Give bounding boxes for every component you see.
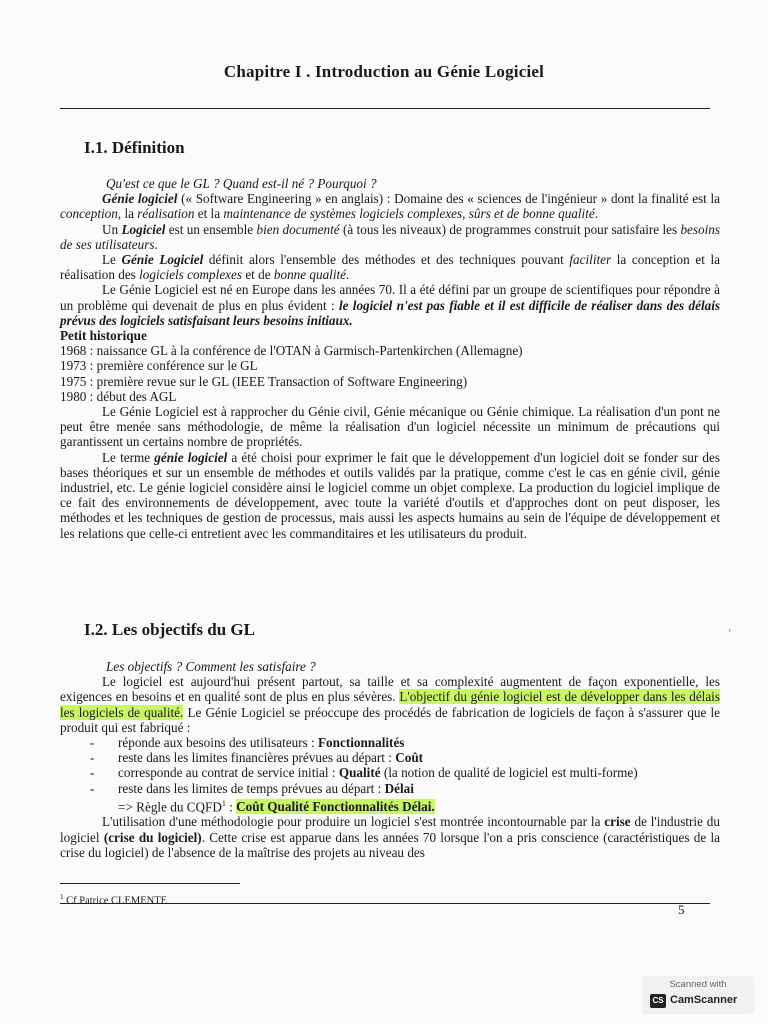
- highlighted-text: L'objectif du génie logiciel est de développer dans les délais les logiciels de qualité.: [60, 689, 720, 720]
- list-item: - reste dans les limites de temps prévues au départ : Délai: [90, 781, 720, 796]
- section-objectives-body: [60, 659, 720, 860]
- history-title: Petit historique: [60, 328, 147, 344]
- scan-mark-icon: ›: [728, 625, 732, 636]
- section-question: Qu'est ce que le GL ? Quand est-il né ? Pourquoi ?: [106, 176, 377, 191]
- paragraph: L'utilisation d'une méthodologie pour produire un logiciel s'est montrée incontournable par la crise de l'industrie du logiciel (crise du logiciel). Cette crise est apparue dans les années 70 lorsque l'on a pris conscience (caractéristiques de la crise du logiciel) de l'absence de la maîtrise des projets au niveau des: [60, 814, 720, 860]
- paragraph: Le Génie Logiciel est à rapprocher du Génie civil, Génie mécanique ou Génie chimique. La réalisation d'un pont ne peut être menée sans méthodologie, de même la réalisation d'un logiciel nécessite un minimum de précautions qui garantissent un certains nombre de propriétés.: [60, 404, 720, 450]
- history-item: 1975 : première revue sur le GL (IEEE Transaction of Software Engineering): [60, 373, 468, 389]
- watermark-name: CamScanner: [670, 994, 738, 1006]
- cqfd-rule: => Règle du CQFD$^1$ : Coût Qualité Fonctionnalités Délai.: [118, 798, 435, 815]
- highlighted-text: Coût Qualité Fonctionnalités Délai.: [236, 799, 435, 815]
- paragraph: Un Logiciel est un ensemble bien documenté (à tous les niveaux) de programmes construit pour satisfaire les besoins de ses utilisateurs.: [60, 221, 721, 252]
- paragraph: Le terme génie logiciel a été choisi pour exprimer le fait que le développement d'un logiciel doit se fonder sur des bases théoriques et sur un ensemble de méthodes et outils validés par la pratique, comme c'est le cas en génie civil, génie industriel, etc. Le génie logiciel considère ainsi le logiciel comme un objet complexe. La production du logiciel implique de ce fait des environnements de développement, avec toute la variété d'outils et d'approches dont on peut disposer, les méthodes et les techniques de gestion de processus, mais aussi les aspects humains au sein de l'équipe de développement et les relations que celle-ci entretient avec les commanditaires et les utilisateurs du produit.: [60, 449, 720, 541]
- camscanner-watermark: [642, 976, 754, 1014]
- footnote: $^1$ Cf Patrice CLEMENTE: [60, 893, 168, 907]
- section-heading-objectives: I.2. Les objectifs du GL: [84, 620, 255, 639]
- title-divider: [60, 108, 710, 109]
- section-question: Les objectifs ? Comment les satisfaire ?: [106, 659, 316, 674]
- requirements-list: [60, 735, 720, 796]
- footnote-divider: [60, 883, 240, 884]
- history-item: 1973 : première conférence sur le GL: [60, 358, 258, 374]
- history-item: 1968 : naissance GL à la conférence de l'OTAN à Garmisch-Partenkirchen (Allemagne): [60, 343, 523, 359]
- camscanner-logo-icon: CS: [650, 994, 666, 1008]
- history-item: 1980 : début des AGL: [60, 388, 177, 404]
- paragraph: Le logiciel est aujourd'hui présent partout, sa taille et sa complexité augmentent de façon exponentielle, les exigences en besoins et en qualité sont de plus en plus sévères. L'objectif du génie logiciel est de développer dans les délais les logiciels de qualité. Le Génie Logiciel se préoccupe des procédés de fabrication de logiciels de façon à s'assurer que le produit qui est fabriqué :: [60, 674, 720, 735]
- paragraph: Génie logiciel (« Software Engineering » en anglais) : Domaine des « sciences de l'ingénieur » dont la finalité est la conception, la réalisation et la maintenance de systèmes logiciels complexes, sûrs et de bonne qualité.: [60, 191, 721, 222]
- footer-divider: [60, 903, 710, 904]
- page-number: 5: [678, 902, 685, 917]
- paragraph: Le Génie Logiciel est né en Europe dans les années 70. Il a été défini par un groupe de scientifiques pour répondre à un problème qui devenait de plus en plus évident : le logiciel n'est pas fiable et il est difficile de réaliser dans des délais prévus des logiciels satisfaisant leurs besoins initiaux.: [60, 282, 720, 328]
- chapter-title: Chapitre I . Introduction au Génie Logiciel: [223, 62, 545, 81]
- paragraph: Le Génie Logiciel définit alors l'ensemble des méthodes et des techniques pouvant faciliter la conception et la réalisation des logiciels complexes et de bonne qualité.: [60, 252, 720, 283]
- list-item: - reste dans les limites financières prévues au départ : Coût: [90, 750, 720, 765]
- section-definition-body: [60, 176, 720, 541]
- list-item: - réponde aux besoins des utilisateurs : Fonctionnalités: [90, 735, 720, 750]
- watermark-caption: Scanned with: [669, 979, 727, 990]
- section-heading-definition: I.1. Définition: [84, 138, 185, 157]
- list-item: - corresponde au contrat de service initial : Qualité (la notion de qualité de logiciel est multi-forme): [90, 765, 720, 780]
